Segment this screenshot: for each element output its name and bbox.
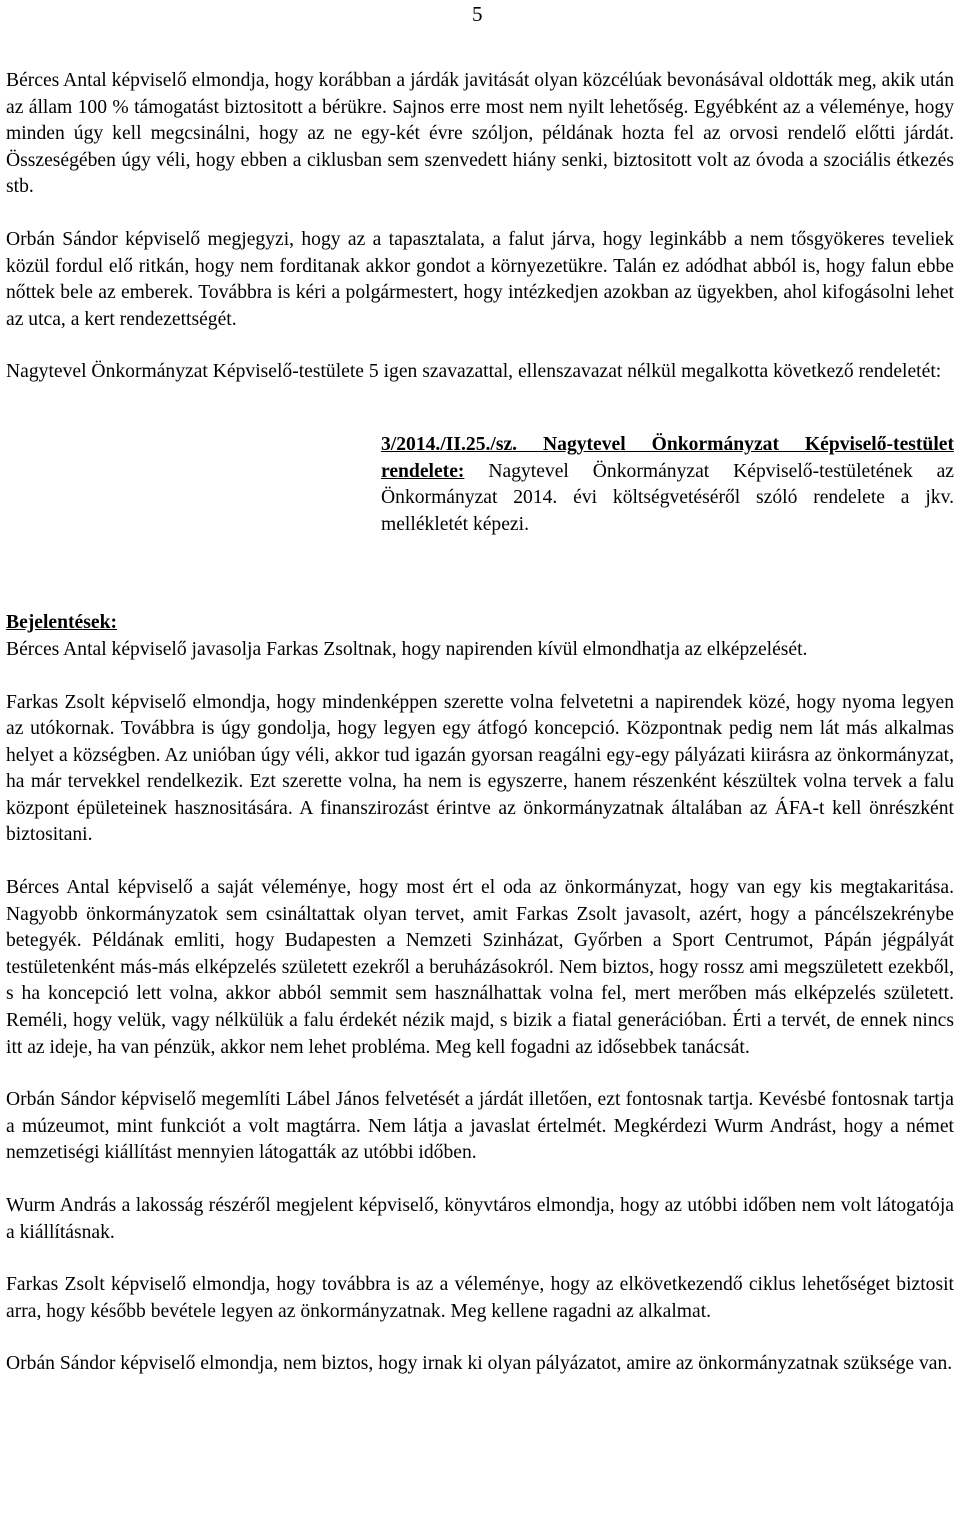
document-body: [6, 68, 954, 1378]
paragraph-orban-environment: Orbán Sándor képviselő megjegyzi, hogy az a tapasztalata, a falut járva, hogy leginkább a nem tősgyökeres teveliek közül fordul elő ritkán, hogy nem forditanak akkor gondot a környezetükre. Talán ez adódhat abból is, hogy falun ebbe nőttek bele az emberek. Továbbra is kéri a polgármestert, hogy intézkedjen azokban az ügyekben, ahol kifogásolni lehet az utca, a kert rendezettségét.: [6, 228, 954, 330]
paragraph-orban-tenders: Orbán Sándor képviselő elmondja, nem biztos, hogy irnak ki olyan pályázatot, amire az önkormányzatnak szüksége van.: [6, 1353, 953, 1375]
section-heading-announcements: Bejelentések:: [6, 612, 117, 634]
resolution-block: [381, 432, 954, 538]
page-number: 5: [472, 2, 483, 26]
paragraph-berces-savings: Bérces Antal képviselő a saját véleménye, hogy most ért el oda az önkormányzat, hogy van egy kis megtakaritása. Nagyobb önkormányzatok sem csináltattak olyan tervet, amit Farkas Zsolt javasolt, azért, hogy a páncélszekrénybe betegyék. Példának emliti, hogy Budapesten a Nemzeti Szinházat, Győrben a Sport Centrumot, Pápán jégpályát testületenként más-más elképzelés született ezekről a beruházásokról. Nem biztos, hogy rossz ami megszületett ezekből, s ha koncepció lett volna, akkor abból semmit sem használhattak volna fel, mert merőben más elképzelés született. Reméli, hogy velük, vagy nélkülük a falu érdekét nézik majd, s bizik a fiatal generációban. Érti a tervét, de ennek nincs itt az ideje, ha van pénzük, akkor nem lehet probléma. Meg kell fogadni az idősebbek tanácsát.: [6, 877, 954, 1058]
resolution-title: 3/2014./II.25./sz. Nagytevel Önkormányzat Képviselő-testület rendelete:: [381, 433, 954, 482]
resolution-body: Nagytevel Önkormányzat Képviselő-testületének az Önkormányzat 2014. évi költségvetéséről szóló rendelete a jkv. mellékletét képezi.: [381, 460, 954, 535]
paragraph-council-vote: Nagytevel Önkormányzat Képviselő-testülete 5 igen szavazattal, ellenszavazat nélkül megalkotta következő rendeletét:: [6, 361, 942, 383]
paragraph-orban-museum: Orbán Sándor képviselő megemlíti Lábel János felvetését a járdát illetően, ezt fontosnak tartja. Kevésbé fontosnak tartja a múzeumot, mint funkciót a volt magtárra. Nem látja a javaslat értelmét. Megkérdezi Wurm Andrást, hogy a német nemzetiségi kiállítást mennyien látogatták az utóbbi időben.: [6, 1089, 954, 1164]
paragraph-farkas-concept: Farkas Zsolt képviselő elmondja, hogy mindenképpen szerette volna felvetetni a napirendek közé, hogy nyoma legyen az utókornak. Továbbra is úgy gondolja, hogy legyen egy átfogó koncepció. Központnak pedig nem lát más alkalmas helyet a községben. Az unióban úgy véli, akkor tud igazán gyorsan reagálni egy-egy pályázati kiirásra az önkormányzat, ha már tervekkel rendelkezik. Ezt szerette volna, ha nem is egyszerre, hanem részenként készültek volna tervek a falu központ épületeinek hasznositására. A finanszirozást érintve az önkormányzatnak általában az ÁFA-t kell önrészként biztositani.: [6, 691, 954, 846]
paragraph-farkas-cycle: Farkas Zsolt képviselő elmondja, hogy továbbra is az a véleménye, hogy az elkövetkezendő ciklus lehetőséget biztosit arra, hogy később bevétele legyen az önkormányzatnak. Meg kellene ragadni az alkalmat.: [6, 1274, 954, 1322]
paragraph-berces-sidewalks: Bérces Antal képviselő elmondja, hogy korábban a járdák javitását olyan közcélúak bevonásával oldották meg, akik után az állam 100 % támogatást biztositott a bérükre. Sajnos erre most nem nyilt lehetőség. Egyébként az a véleménye, hogy minden úgy kell megcsinálni, hogy az ne egy-két évre szóljon, példának hozta fel az orvosi rendelő előtti járdát. Összeségében úgy véli, hogy ebben a ciklusban sem szenvedett hiány senki, biztositott volt az óvoda a szociális étkezés stb.: [6, 70, 954, 198]
paragraph-berces-proposal: Bérces Antal képviselő javasolja Farkas Zsoltnak, hogy napirenden kívül elmondhatja az elképzelését.: [6, 638, 808, 660]
paragraph-wurm-exhibition: Wurm András a lakosság részéről megjelent képviselő, könyvtáros elmondja, hogy az utóbbi időben nem volt látogatója a kiállításnak.: [6, 1195, 954, 1243]
